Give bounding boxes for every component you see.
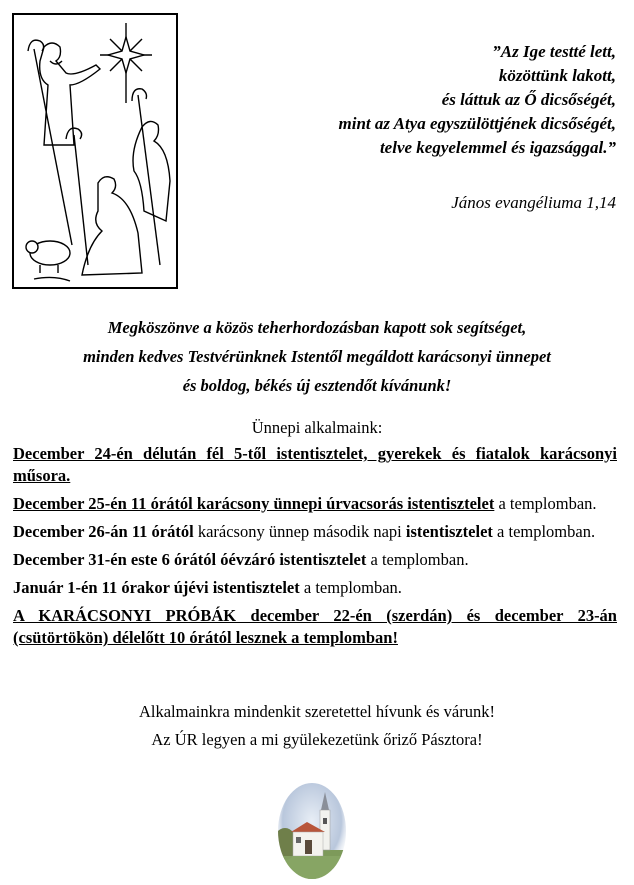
- event-text: December 31-én este 6 órától óévzáró istentisztelet: [13, 550, 367, 569]
- greeting-line: minden kedves Testvérünknek Istentől megáldott karácsonyi ünnepet: [83, 347, 551, 366]
- blessing-text: Az ÚR legyen a mi gyülekezetünk őriző Pásztora!: [151, 730, 483, 749]
- event-text: Január 1-én 11 órakor újévi istentisztelet: [13, 578, 300, 597]
- event-location: a templomban.: [492, 522, 596, 541]
- quote-line: telve kegyelemmel és igazsággal.”: [379, 138, 616, 157]
- quote-line: közöttünk lakott,: [498, 66, 616, 85]
- quote-source: János evangéliuma 1,14: [451, 193, 616, 212]
- event-location: a templomban.: [299, 578, 402, 597]
- event-text: A KARÁCSONYI PRÓBÁK december 22-én (szerdán) és december 23-án (csütörtökön) délelőtt 10 órától lesznek a templomban!: [13, 606, 617, 647]
- event-location: a templomban.: [366, 550, 469, 569]
- invitation-text: Alkalmainkra mindenkit szeretettel hívunk és várunk!: [138, 702, 495, 721]
- event-rehearsals: [13, 605, 617, 649]
- event-dec-24: [13, 443, 617, 487]
- section-title: Ünnepi alkalmaink:: [251, 418, 383, 437]
- event-dec-31: [13, 549, 617, 571]
- events-list: [13, 443, 617, 655]
- greeting: [0, 313, 634, 400]
- quote-line: ”Az Ige testté lett,: [492, 42, 616, 61]
- event-text: December 25-én 11 órától karácsony ünnepi úrvacsorás istentisztelet: [13, 494, 495, 513]
- greeting-line: Megköszönve a közös teherhordozásban kapott sok segítséget,: [107, 318, 527, 337]
- event-jan-1: [13, 577, 617, 599]
- greeting-line: és boldog, békés új esztendőt kívánunk!: [182, 376, 452, 395]
- event-text: istentisztelet: [405, 522, 493, 541]
- quote-line: mint az Atya egyszülöttjének dicsőségét,: [338, 114, 616, 133]
- event-dec-26: [13, 521, 617, 543]
- event-location: a templomban.: [494, 494, 597, 513]
- event-dec-25: [13, 493, 617, 515]
- shepherds-star-illustration: [12, 13, 178, 289]
- event-text: December 24-én délután fél 5-től istentisztelet, gyerekek és fiatalok karácsonyi műsora.: [13, 444, 617, 485]
- bible-quote: [216, 40, 616, 160]
- quote-line: és láttuk az Ő dicsőségét,: [441, 90, 616, 109]
- event-text: karácsony ünnep második napi: [193, 522, 406, 541]
- church-photo-icon: [277, 782, 347, 880]
- event-text: December 26-án 11 órától: [13, 522, 194, 541]
